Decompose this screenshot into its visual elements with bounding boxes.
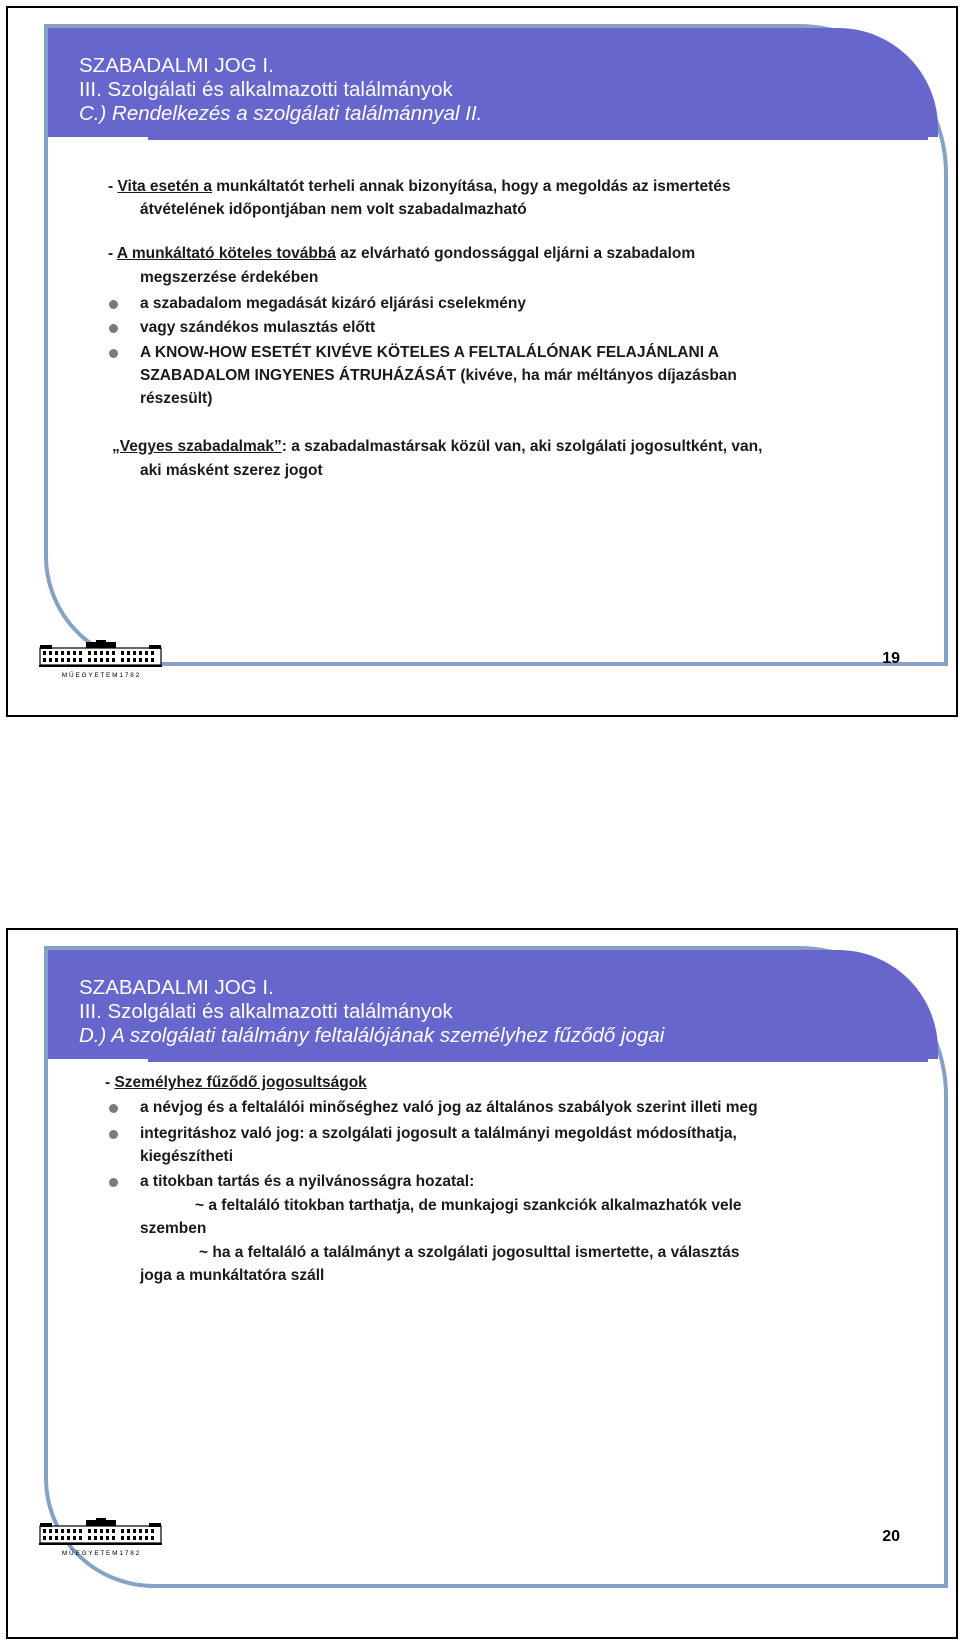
sub-item: ~ ha a feltaláló a találmányt a szolgálati jogosulttal ismertette, a választás [199,1244,740,1261]
bullet-item: részesült) [140,390,213,407]
slide-title-section: C.) Rendelkezés a szolgálati találmánnyal II. [79,102,483,125]
slide-title-course: SZABADALMI JOG I. [79,976,274,999]
bullet-item: integritáshoz való jog: a szolgálati jogosult a találmányi megoldást módosíthatja, [140,1125,737,1142]
slide-19 [6,6,958,717]
bullet-item: a névjog és a feltalálói minőséghez való jog az általános szabályok szerint illeti meg [140,1099,758,1116]
paragraph-line: aki másként szerez jogot [140,462,323,479]
paragraph-line: „Vegyes szabadalmak”: a szabadalmastársak közül van, aki szolgálati jogosultként, van, [112,438,763,455]
sub-item: joga a munkáltatóra száll [140,1267,325,1284]
sub-item: szemben [140,1220,207,1237]
page-number: 19 [882,650,900,667]
bullet-item: SZABADALOM INGYENES ÁTRUHÁZÁSÁT (kivéve, ha már méltányos díjazásban [140,367,737,384]
bullet-dot [109,1130,118,1139]
paragraph-line: megszerzése érdekében [140,269,319,286]
bullet-item: vagy szándékos mulasztás előtt [140,319,376,336]
title-underline [148,1059,928,1062]
title-bar [48,950,938,1059]
bullet-item: A KNOW-HOW ESETÉT KIVÉVE KÖTELES A FELTALÁLÓNAK FELAJÁNLANI A [140,344,719,361]
title-bar [48,28,938,137]
bullet-item: a titokban tartás és a nyilvánosságra hozatal: [140,1173,475,1190]
slide-frame [44,24,948,666]
bullet-dot [109,324,118,333]
bullet-dot [109,300,118,309]
svg-text:M Ű E G Y E T E M 1 7 8 2: M Ű E G Y E T E M 1 7 8 2 [61,1550,140,1557]
slide-title-chapter: III. Szolgálati és alkalmazotti találmányok [79,78,453,101]
bullet-dot [109,1104,118,1113]
bullet-dot [109,1178,118,1187]
svg-text:M Ű E G Y E T E M 1 7 8 2: M Ű E G Y E T E M 1 7 8 2 [61,672,140,679]
university-logo [38,1518,163,1558]
slide-title-section: D.) A szolgálati találmány feltalálójának személyhez fűződő jogai [79,1024,665,1047]
bullet-item: a szabadalom megadását kizáró eljárási cselekmény [140,295,526,312]
bullet-item: kiegészítheti [140,1148,234,1165]
page-number: 20 [882,1528,900,1545]
slide-frame [44,946,948,1588]
university-logo [38,640,163,680]
slide-20 [6,928,958,1639]
title-underline [148,137,928,140]
bullet-dot [109,349,118,358]
paragraph-line: - A munkáltató köteles továbbá az elvárható gondossággal eljárni a szabadalom [108,245,696,262]
paragraph-line: átvételének időpontjában nem volt szabadalmazható [140,201,527,218]
slide-title-chapter: III. Szolgálati és alkalmazotti találmányok [79,1000,453,1023]
sub-item: ~ a feltaláló titokban tarthatja, de munkajogi szankciók alkalmazhatók vele [195,1197,742,1214]
slide-title-course: SZABADALMI JOG I. [79,54,274,77]
paragraph-line: - Vita esetén a munkáltatót terheli annak bizonyítása, hogy a megoldás az ismertetés [108,178,731,195]
section-heading: - Személyhez fűződő jogosultságok [105,1074,367,1091]
